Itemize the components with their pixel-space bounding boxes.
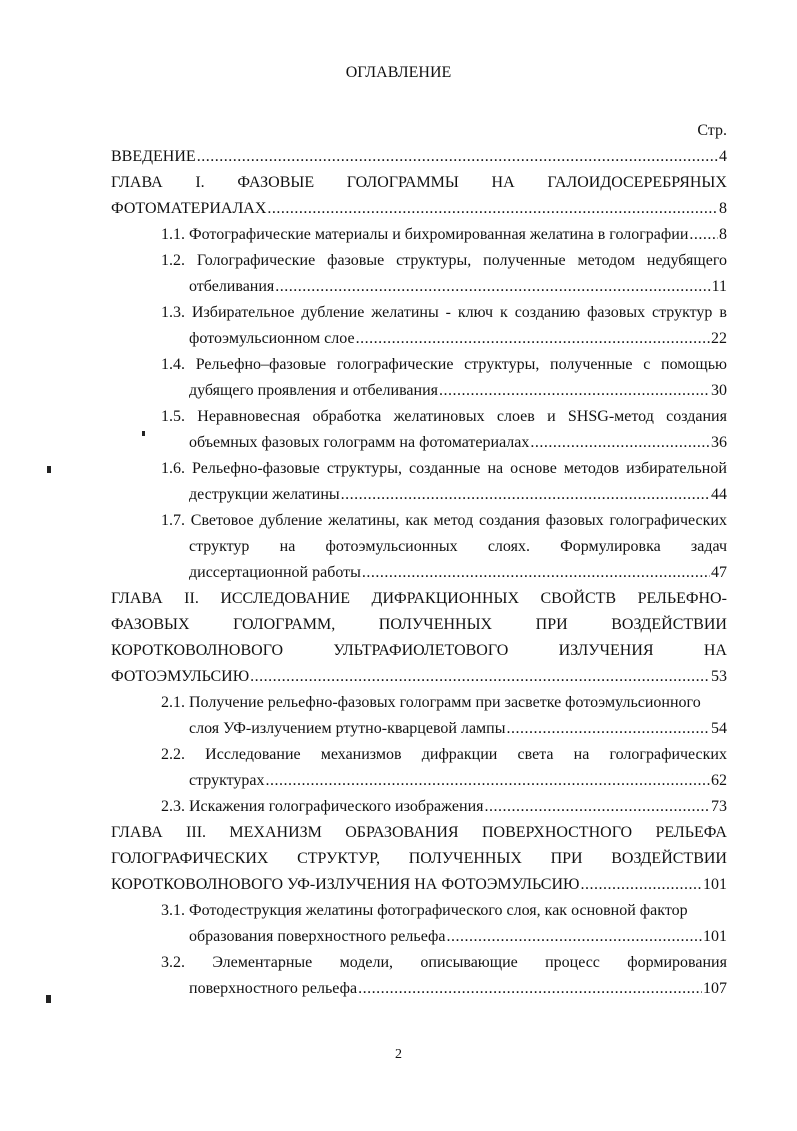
justified-line xyxy=(0,690,797,716)
toc-entry-text: ФОТОМАТЕРИАЛАХ xyxy=(111,200,267,217)
justified-line: ГЛАВА II. ИССЛЕДОВАНИЕ ДИФРАКЦИОННЫХ СВОЙСТВ РЕЛЬЕФНО- xyxy=(111,590,727,607)
toc-entry-1-2[interactable] xyxy=(0,248,797,300)
leader-dots xyxy=(250,664,710,690)
toc-entry-2-2[interactable] xyxy=(0,742,797,794)
justified-line: 1.2. Голографические фазовые структуры, полученные методом недубящего xyxy=(161,252,727,269)
toc-entry-text: структурах xyxy=(189,772,265,789)
leader-dots xyxy=(275,274,710,300)
toc-entry-chapter-2[interactable] xyxy=(0,586,797,690)
toc-page-number: 101 xyxy=(703,928,727,945)
justified-line: 1.6. Рельефно-фазовые структуры, созданные на основе методов избирательной xyxy=(161,460,727,477)
justified-line: 1.7. Световое дубление желатины, как метод создания фазовых голографических xyxy=(161,512,727,529)
toc-page-number: 62 xyxy=(711,772,727,789)
toc-entry-text: 2.1. Получение рельефно-фазовых голограмм при засветке фотоэмульсионного xyxy=(161,694,701,711)
toc-entry-2-3[interactable] xyxy=(0,794,797,820)
toc-page-number: 22 xyxy=(711,330,727,347)
toc-page-number: 73 xyxy=(711,798,727,815)
leader-dots xyxy=(484,794,710,820)
page-number: 2 xyxy=(395,1047,402,1062)
toc-page-number: 11 xyxy=(711,278,727,295)
toc-entry-chapter-1[interactable] xyxy=(0,170,797,222)
toc-page-number: 4 xyxy=(719,148,727,165)
toc-entry-3-1[interactable] xyxy=(0,898,797,950)
scan-speck xyxy=(142,431,145,436)
leader-dots xyxy=(341,482,710,508)
justified-line: 1.3. Избирательное дубление желатины - ключ к созданию фазовых структур в xyxy=(161,304,727,321)
toc-entry-chapter-3[interactable] xyxy=(0,820,797,898)
justified-line: КОРОТКОВОЛНОВОГО УЛЬТРАФИОЛЕТОВОГО ИЗЛУЧЕНИЯ НА xyxy=(111,642,727,659)
toc-page-number: 47 xyxy=(711,564,727,581)
justified-line xyxy=(0,898,797,924)
leader-dots xyxy=(530,430,710,456)
justified-line: 2.2. Исследование механизмов дифракции света на голографических xyxy=(161,746,727,763)
justified-line: ГОЛОГРАФИЧЕСКИХ СТРУКТУР, ПОЛУЧЕННЫХ ПРИ ВОЗДЕЙСТВИИ xyxy=(111,850,727,867)
toc-entry-text: 3.1. Фотодеструкция желатины фотографического слоя, как основной фактор xyxy=(161,902,688,919)
page-title: ОГЛАВЛЕНИЕ xyxy=(345,64,452,81)
toc-entry-text: 2.3. Искажения голографического изображения xyxy=(161,798,484,815)
leader-dots xyxy=(197,144,718,170)
page-column-label: Стр. xyxy=(697,122,727,139)
toc-page-number: 101 xyxy=(703,876,727,893)
toc-page-number: 54 xyxy=(711,720,727,737)
justified-line: ГЛАВА III. МЕХАНИЗМ ОБРАЗОВАНИЯ ПОВЕРХНОСТНОГО РЕЛЬЕФА xyxy=(111,824,727,841)
toc-page-number: 44 xyxy=(711,486,727,503)
toc-entry-1-5[interactable] xyxy=(0,404,797,456)
toc-page-number: 30 xyxy=(711,382,727,399)
leader-dots xyxy=(446,924,702,950)
leader-dots xyxy=(439,378,710,404)
toc-entry-text: деструкции желатины xyxy=(189,486,340,503)
toc-entry-1-4[interactable] xyxy=(0,352,797,404)
toc-entry-3-2[interactable] xyxy=(0,950,797,1002)
leader-dots xyxy=(689,222,718,248)
toc-entry-text: фотоэмульсионном слое xyxy=(189,330,355,347)
toc-page-number: 36 xyxy=(711,434,727,451)
leader-dots xyxy=(506,716,710,742)
table-of-contents xyxy=(0,144,797,1002)
leader-dots xyxy=(358,976,702,1002)
toc-entry-text: образования поверхностного рельефа xyxy=(189,928,446,945)
toc-entry-intro[interactable] xyxy=(0,144,797,170)
toc-entry-text: поверхностного рельефа xyxy=(189,980,358,997)
toc-entry-1-3[interactable] xyxy=(0,300,797,352)
toc-entry-text: КОРОТКОВОЛНОВОГО УФ-ИЗЛУЧЕНИЯ НА ФОТОЭМУЛЬСИЮ xyxy=(111,876,580,893)
justified-line: ГЛАВА I. ФАЗОВЫЕ ГОЛОГРАММЫ НА ГАЛОИДОСЕРЕБРЯНЫХ xyxy=(111,174,727,191)
toc-entry-1-1[interactable] xyxy=(0,222,797,248)
justified-line: структур на фотоэмульсионных слоях. Формулировка задач xyxy=(189,538,727,555)
scan-speck xyxy=(47,466,51,473)
leader-dots xyxy=(267,196,718,222)
justified-line: ФАЗОВЫХ ГОЛОГРАММ, ПОЛУЧЕННЫХ ПРИ ВОЗДЕЙСТВИИ xyxy=(111,616,727,633)
toc-entry-text: 1.1. Фотографические материалы и бихромированная желатина в голографии xyxy=(161,226,689,243)
toc-entry-text: ВВЕДЕНИЕ xyxy=(111,148,196,165)
toc-page-number: 8 xyxy=(719,226,727,243)
toc-entry-1-7[interactable] xyxy=(0,508,797,586)
toc-entry-text: дубящего проявления и отбеливания xyxy=(189,382,438,399)
justified-line: 1.4. Рельефно–фазовые голографические структуры, полученные с помощью xyxy=(161,356,727,373)
toc-entry-1-6[interactable] xyxy=(0,456,797,508)
toc-entry-text: объемных фазовых голограмм на фотоматериалах xyxy=(189,434,530,451)
scan-speck xyxy=(46,995,51,1003)
toc-page-number: 8 xyxy=(719,200,727,217)
leader-dots xyxy=(580,872,702,898)
justified-line: 1.5. Неравновесная обработка желатиновых слоев и SHSG-метод создания xyxy=(161,408,727,425)
toc-page-number: 53 xyxy=(711,668,727,685)
leader-dots xyxy=(362,560,710,586)
justified-line: 3.2. Элементарные модели, описывающие процесс формирования xyxy=(161,954,727,971)
leader-dots xyxy=(266,768,710,794)
toc-entry-text: слоя УФ-излучением ртутно-кварцевой лампы xyxy=(189,720,506,737)
leader-dots xyxy=(356,326,710,352)
toc-entry-text: диссертационной работы xyxy=(189,564,361,581)
toc-entry-2-1[interactable] xyxy=(0,690,797,742)
toc-page-number: 107 xyxy=(703,980,727,997)
toc-entry-text: отбеливания xyxy=(189,278,275,295)
toc-entry-text: ФОТОЭМУЛЬСИЮ xyxy=(111,668,250,685)
